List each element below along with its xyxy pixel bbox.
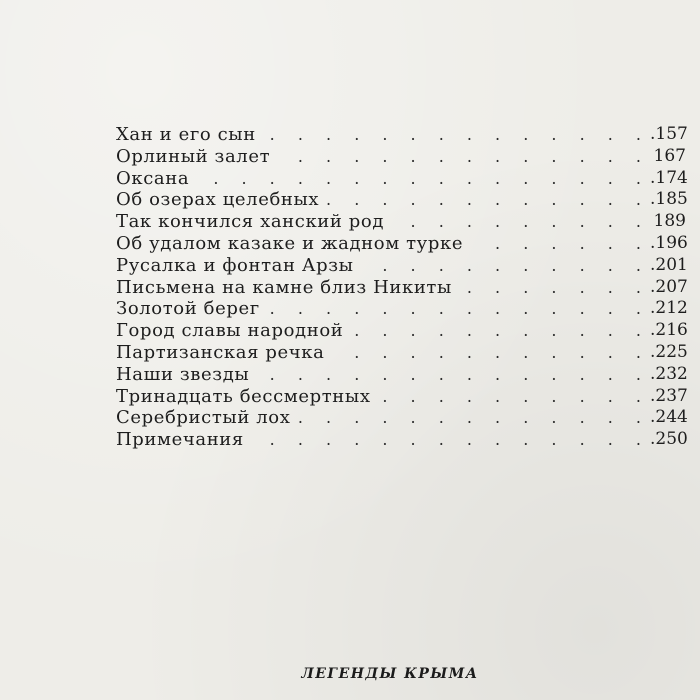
toc-entry-page: .212 bbox=[650, 298, 688, 319]
toc-entry-title: Серебристый лох bbox=[116, 407, 291, 429]
toc-entry-title: Тринадцать бессмертных bbox=[116, 385, 371, 407]
toc-dot-leader bbox=[460, 277, 650, 299]
toc-entry bbox=[116, 189, 686, 211]
toc-dot-leader bbox=[362, 255, 650, 277]
toc-dot-leader bbox=[392, 211, 650, 233]
toc-entry-title: Орлиный залет bbox=[116, 145, 271, 167]
toc-entry bbox=[116, 298, 686, 320]
toc-entry-title: Так кончился ханский род bbox=[116, 211, 385, 233]
toc-dot-leader bbox=[278, 146, 650, 168]
toc-entry-title: Золотой берег bbox=[116, 298, 260, 320]
toc-entry bbox=[116, 124, 686, 146]
toc-entry-page: .225 bbox=[650, 341, 688, 362]
toc-entry-page: .232 bbox=[650, 363, 688, 384]
toc-entry bbox=[116, 386, 686, 408]
toc-entry bbox=[116, 320, 686, 342]
toc-entry bbox=[116, 146, 686, 168]
toc-entry-title: Об удалом казаке и жадном турке bbox=[116, 232, 464, 254]
toc-dot-leader bbox=[252, 429, 650, 451]
toc-entry-page: .207 bbox=[650, 276, 688, 297]
toc-entry bbox=[116, 211, 686, 233]
toc-entry-page: .201 bbox=[650, 254, 688, 275]
toc-entry-title: Русалка и фонтан Арзы bbox=[116, 254, 354, 276]
toc-dot-leader bbox=[471, 233, 650, 255]
toc-entry-title: Хан и его сын bbox=[116, 124, 256, 145]
toc-entry bbox=[116, 277, 686, 299]
toc-entry-title: Письмена на камне близ Никиты bbox=[116, 276, 452, 298]
toc-dot-leader bbox=[332, 342, 650, 364]
toc-dot-leader bbox=[298, 407, 650, 429]
toc-dot-leader bbox=[351, 320, 650, 342]
table-of-contents bbox=[116, 124, 686, 451]
toc-entry-page: .237 bbox=[650, 385, 688, 406]
toc-entry bbox=[116, 429, 686, 451]
toc-entry-page: 189 bbox=[653, 211, 686, 232]
toc-entry bbox=[116, 407, 686, 429]
toc-entry-title: Город славы народной bbox=[116, 320, 344, 342]
toc-dot-leader bbox=[197, 168, 650, 190]
toc-entry bbox=[116, 255, 686, 277]
toc-dot-leader bbox=[379, 386, 650, 408]
toc-entry-page: .250 bbox=[650, 429, 688, 450]
toc-entry bbox=[116, 233, 686, 255]
toc-entry-page: .244 bbox=[650, 407, 688, 428]
toc-entry bbox=[116, 168, 686, 190]
toc-entry-title: Об озерах целебных bbox=[116, 189, 320, 211]
toc-entry-page: .196 bbox=[650, 232, 688, 253]
toc-entry-title: Партизанская речка bbox=[116, 341, 325, 363]
toc-entry-page: .185 bbox=[650, 189, 688, 210]
toc-entry-page: 167 bbox=[653, 145, 686, 166]
toc-dot-leader bbox=[268, 298, 650, 320]
toc-entry bbox=[116, 364, 686, 386]
toc-entry-page: .174 bbox=[650, 167, 688, 188]
toc-entry-title: Наши звезды bbox=[116, 363, 250, 385]
toc-entry-title: Примечания bbox=[116, 429, 244, 451]
toc-entry bbox=[116, 342, 686, 364]
toc-entry-title: Оксана bbox=[116, 167, 190, 189]
running-footer-title: ЛЕГЕНДЫ КРЫМА bbox=[301, 666, 479, 682]
toc-entry-page: .216 bbox=[650, 320, 688, 341]
toc-dot-leader bbox=[264, 124, 650, 146]
toc-dot-leader bbox=[257, 364, 650, 386]
toc-dot-leader bbox=[327, 189, 650, 211]
toc-entry-page: .157 bbox=[650, 124, 688, 144]
